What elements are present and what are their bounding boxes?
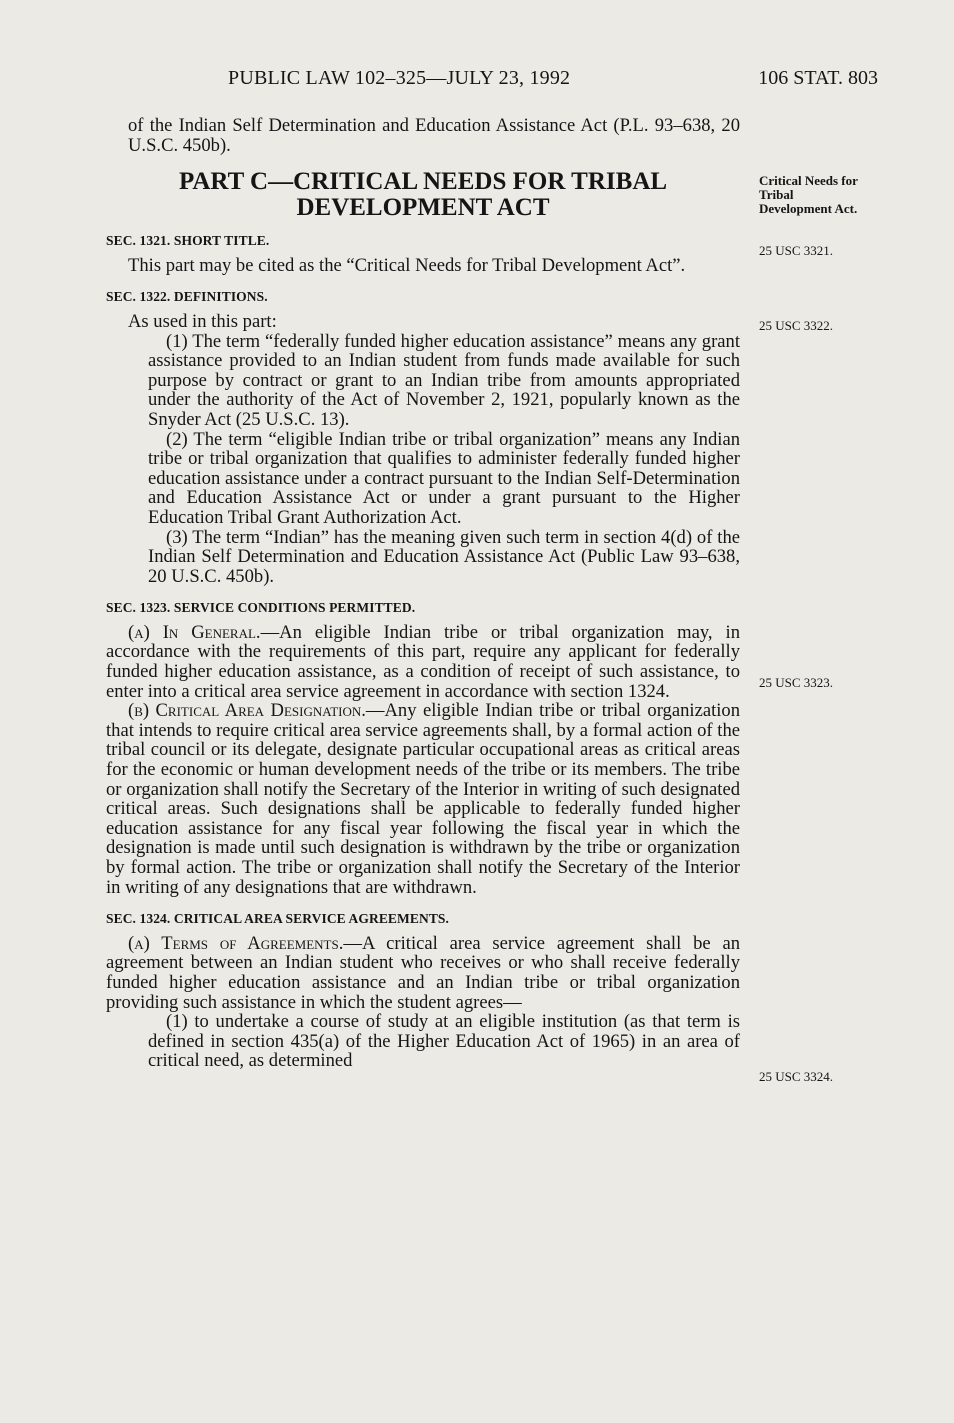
sec-1323-subsection-b: [106, 701, 740, 897]
part-title: [106, 169, 740, 221]
sec-1321-heading: SEC. 1321. SHORT TITLE.: [106, 233, 270, 249]
margin-note-3321: 25 USC 3321.: [759, 243, 834, 258]
part-title-line2: DEVELOPMENT ACT: [296, 194, 550, 222]
margin-note-act-name: Critical Needs for Tribal Development Act.: [759, 173, 858, 216]
stat-page-number: 106 STAT. 803: [758, 67, 878, 89]
sec-1323-heading: SEC. 1323. SERVICE CONDITIONS PERMITTED.: [106, 600, 416, 616]
definition-item-2: (2) The term “eligible Indian tribe or tribal organization” means any Indian tribe or tribal organization that qualifies to administer federally funded higher education assistance under a contract pursuant to the Indian Self-Determination and Education Assistance Act or under a grant pursuant to the Higher Education Tribal Grant Authorization Act.: [148, 428, 740, 528]
sec-1324-subsection-a: [106, 934, 740, 1012]
sec-1323-a-label: (a) In General.: [128, 621, 261, 643]
part-title-line1: PART C—CRITICAL NEEDS FOR TRIBAL: [178, 168, 668, 196]
main-text: [106, 116, 740, 1071]
margin-note-3322: 25 USC 3322.: [759, 318, 834, 333]
sec-1323-a-text: —An eligible Indian tribe or tribal organization may, in accordance with the requirements of this part, require any applicant for federally funded higher education assistance, as a condition of receipt of such assistance, to enter into a critical area service agreement in accordance with section 1324.: [106, 621, 740, 702]
intro-continuation: of the Indian Self Determination and Education Assistance Act (P.L. 93–638, 20 U.S.C. 450b).: [128, 115, 740, 156]
definition-item-1: (1) The term “federally funded higher education assistance” means any grant assistance provided to an Indian student from funds made available for such purpose by contract or grant to an Indian tribe from amounts appropriated under the authority of the Act of November 2, 1921, popularly known as the Snyder Act (25 U.S.C. 13).: [148, 330, 740, 430]
sec-1322-lead: As used in this part:: [128, 310, 277, 332]
sec-1323-b-text: —Any eligible Indian tribe or tribal organization that intends to require critical area service agreements shall, by a formal action of the tribal council or its delegate, designate particular occupational areas as critical areas for the economic or human development needs of the tribe or its members. The tribe or organization shall notify the Secretary of the Interior in writing of such designated critical areas. Such designations shall be applicable to federally funded higher education assistance for any fiscal year following the fiscal year in which the designation is made until such designation is withdrawn by the tribe or organization by formal action. The tribe or organization shall notify the Secretary of the Interior in writing of any designations that are withdrawn.: [106, 700, 740, 898]
sec-1324-a-label: (a) Terms of Agreements.: [128, 932, 344, 954]
margin-note-3323: 25 USC 3323.: [759, 675, 834, 690]
sec-1322-heading: SEC. 1322. DEFINITIONS.: [106, 289, 268, 305]
sec-1323-subsection-a: [106, 623, 740, 701]
sec-1323-b-label: (b) Critical Area Designation.: [128, 700, 366, 722]
sec-1324-heading: SEC. 1324. CRITICAL AREA SERVICE AGREEMENTS.: [106, 911, 450, 927]
agreement-item-1: (1) to undertake a course of study at an eligible institution (as that term is defined in section 435(a) of the Higher Education Act of 1965) in an area of critical need, as determined: [148, 1011, 740, 1072]
sec-1321-text: This part may be cited as the “Critical Needs for Tribal Development Act”.: [128, 254, 686, 276]
definition-item-3: (3) The term “Indian” has the meaning given such term in section 4(d) of the Indian Self Determination and Education Assistance Act (Public Law 93–638, 20 U.S.C. 450b).: [148, 526, 740, 587]
running-title: PUBLIC LAW 102–325—JULY 23, 1992: [228, 67, 571, 89]
sec-1324-a-text: —A critical area service agreement shall be an agreement between an Indian student who receives or who shall receive federally funded higher education assistance and an Indian tribe or tribal organization providing such assistance in which the student agrees—: [106, 932, 741, 1013]
margin-note-3324: 25 USC 3324.: [759, 1069, 834, 1084]
